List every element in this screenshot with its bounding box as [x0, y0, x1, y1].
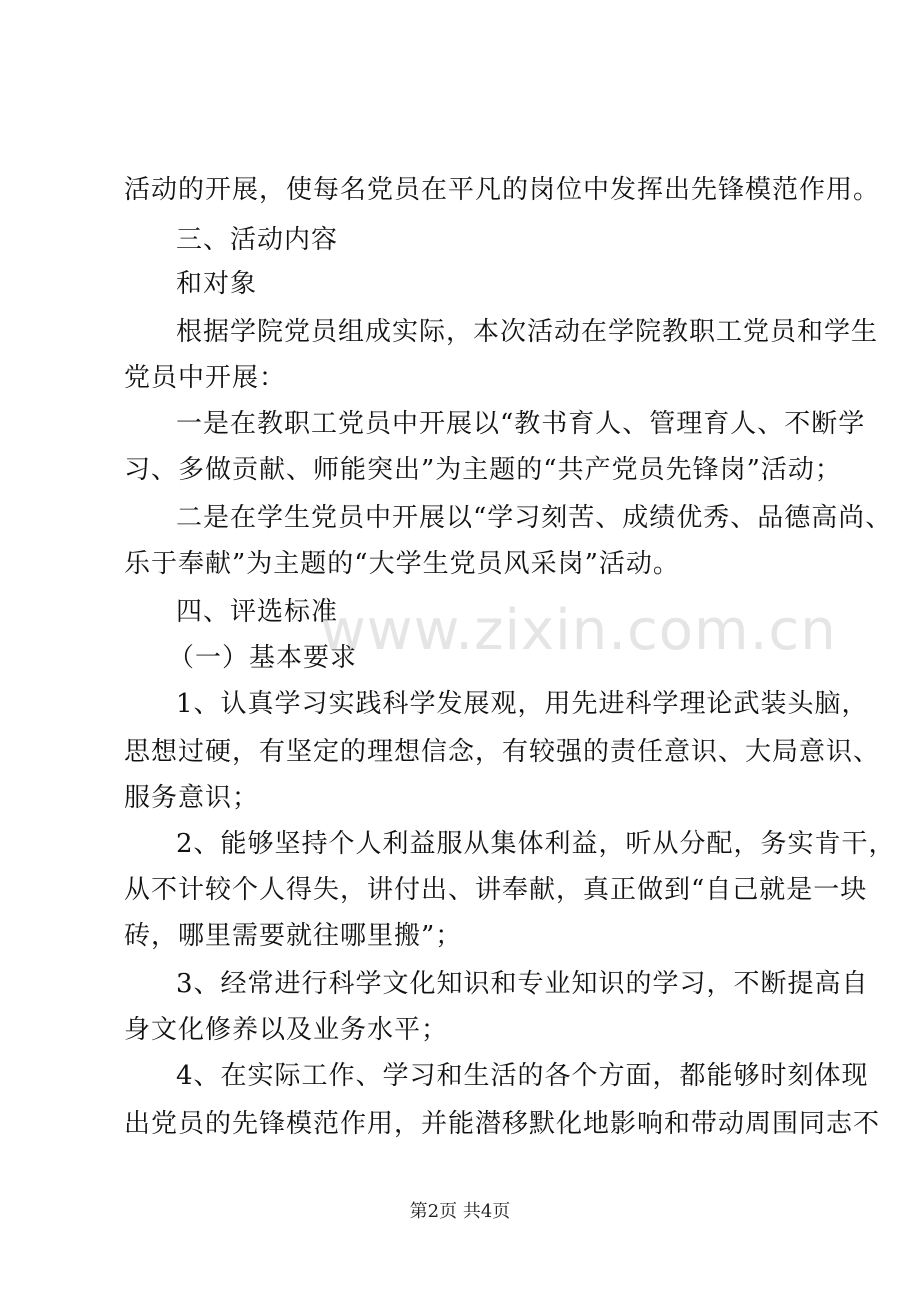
text-line: 砖，哪里需要就往哪里搬”； [124, 921, 463, 951]
text-line: 出党员的先锋模范作用，并能潜移默化地影响和带动周围同志不 [124, 1109, 881, 1139]
section-heading: 三、活动内容 [176, 225, 339, 255]
text-line: 一是在教职工党员中开展以“教书育人、管理育人、不断学 [176, 409, 866, 439]
text-line: 1、认真学习实践科学发展观，用先进科学理论武装头脑， [176, 689, 869, 719]
text-line: 根据学院党员组成实际，本次活动在学院教职工党员和学生 [176, 317, 879, 347]
text-line: 2、能够坚持个人利益服从集体利益，听从分配，务实肯干， [176, 829, 896, 859]
text-line: 从不计较个人得失，讲付出、讲奉献，真正做到“自己就是一块 [124, 875, 868, 905]
text-line: 4、在实际工作、学习和生活的各个方面，都能够时刻体现 [176, 1061, 869, 1091]
section-heading: 四、评选标准 [176, 597, 339, 627]
text-line: 二是在学生党员中开展以“学习刻苦、成绩优秀、品德高尚、 [176, 503, 893, 533]
text-line: 习、多做贡献、师能突出”为主题的“共产党员先锋岗”活动； [124, 455, 842, 485]
text-line: 乐于奉献”为主题的“大学生党员风采岗”活动。 [124, 549, 680, 579]
text-line: 思想过硬，有坚定的理想信念，有较强的责任意识、大局意识、 [124, 737, 881, 767]
subsection-heading: （一）基本要求 [168, 643, 358, 673]
text-line: 3、经常进行科学文化知识和专业知识的学习，不断提高自 [176, 969, 869, 999]
text-line: 身文化修养以及业务水平； [124, 1015, 449, 1045]
watermark: www.zixin.com.cn [320, 598, 837, 663]
text-line: 党员中开展： [124, 363, 287, 393]
text-line: 活动的开展，使每名党员在平凡的岗位中发挥出先锋模范作用。 [124, 175, 881, 205]
text-line: 服务意识； [124, 783, 260, 813]
page-footer: 第2页 共4页 [409, 1201, 511, 1222]
text-line: 和对象 [176, 269, 258, 299]
